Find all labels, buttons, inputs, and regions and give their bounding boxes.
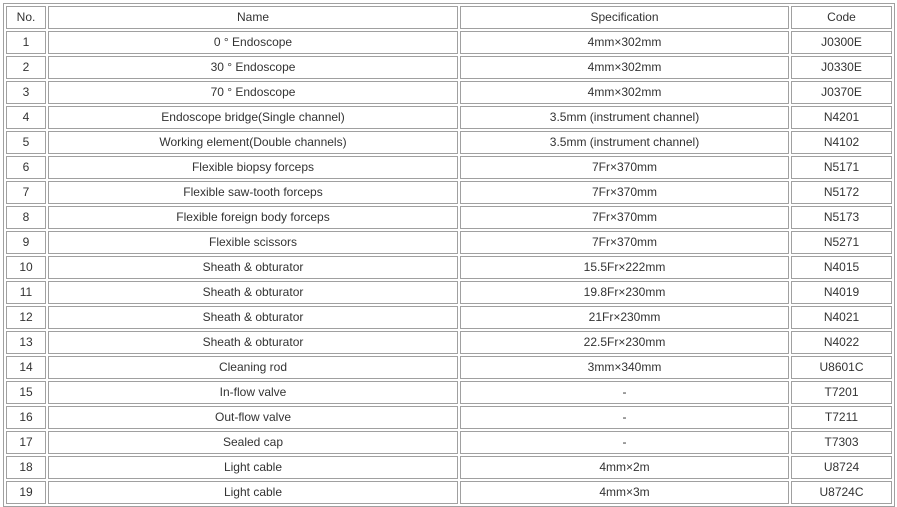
cell-no: 8: [6, 206, 46, 229]
cell-code: N4201: [791, 106, 892, 129]
table-row: [6, 106, 892, 129]
table-row: [6, 256, 892, 279]
cell-code: J0330E: [791, 56, 892, 79]
cell-code: U8724: [791, 456, 892, 479]
table-row: [6, 131, 892, 154]
cell-code: U8601C: [791, 356, 892, 379]
cell-name: Out-flow valve: [48, 406, 458, 429]
cell-specification: 15.5Fr×222mm: [460, 256, 789, 279]
cell-name: 70 ° Endoscope: [48, 81, 458, 104]
table-row: [6, 456, 892, 479]
cell-no: 7: [6, 181, 46, 204]
cell-name: 0 ° Endoscope: [48, 31, 458, 54]
cell-name: Working element(Double channels): [48, 131, 458, 154]
cell-specification: 7Fr×370mm: [460, 231, 789, 254]
cell-specification: 7Fr×370mm: [460, 181, 789, 204]
cell-no: 11: [6, 281, 46, 304]
cell-code: N5172: [791, 181, 892, 204]
cell-code: N5171: [791, 156, 892, 179]
cell-no: 15: [6, 381, 46, 404]
cell-no: 1: [6, 31, 46, 54]
table-row: [6, 156, 892, 179]
cell-no: 19: [6, 481, 46, 504]
cell-no: 16: [6, 406, 46, 429]
cell-name: Endoscope bridge(Single channel): [48, 106, 458, 129]
cell-no: 5: [6, 131, 46, 154]
cell-name: Flexible biopsy forceps: [48, 156, 458, 179]
spec-table: [3, 3, 895, 507]
cell-no: 3: [6, 81, 46, 104]
table-row: [6, 356, 892, 379]
cell-code: N5271: [791, 231, 892, 254]
cell-specification: -: [460, 381, 789, 404]
cell-specification: 22.5Fr×230mm: [460, 331, 789, 354]
cell-specification: 4mm×3m: [460, 481, 789, 504]
cell-code: N5173: [791, 206, 892, 229]
cell-specification: 19.8Fr×230mm: [460, 281, 789, 304]
cell-no: 12: [6, 306, 46, 329]
table-body: [6, 31, 892, 504]
cell-code: J0370E: [791, 81, 892, 104]
cell-specification: 21Fr×230mm: [460, 306, 789, 329]
cell-no: 6: [6, 156, 46, 179]
cell-specification: 4mm×302mm: [460, 31, 789, 54]
cell-specification: 4mm×302mm: [460, 81, 789, 104]
cell-name: Flexible saw-tooth forceps: [48, 181, 458, 204]
cell-no: 18: [6, 456, 46, 479]
cell-no: 13: [6, 331, 46, 354]
cell-no: 4: [6, 106, 46, 129]
table-row: [6, 81, 892, 104]
cell-name: Sealed cap: [48, 431, 458, 454]
cell-name: Flexible foreign body forceps: [48, 206, 458, 229]
cell-specification: 3.5mm (instrument channel): [460, 106, 789, 129]
table-row: [6, 381, 892, 404]
table-header: [6, 6, 892, 29]
cell-code: J0300E: [791, 31, 892, 54]
cell-specification: -: [460, 431, 789, 454]
cell-specification: 3mm×340mm: [460, 356, 789, 379]
cell-code: N4021: [791, 306, 892, 329]
cell-code: T7201: [791, 381, 892, 404]
table-row: [6, 331, 892, 354]
cell-specification: 7Fr×370mm: [460, 156, 789, 179]
cell-code: N4022: [791, 331, 892, 354]
cell-name: Light cable: [48, 481, 458, 504]
cell-name: Light cable: [48, 456, 458, 479]
cell-name: 30 ° Endoscope: [48, 56, 458, 79]
table-row: [6, 56, 892, 79]
cell-no: 2: [6, 56, 46, 79]
cell-name: Sheath & obturator: [48, 256, 458, 279]
table-row: [6, 406, 892, 429]
header-no: No.: [6, 6, 46, 29]
table-row: [6, 481, 892, 504]
cell-no: 14: [6, 356, 46, 379]
header-row: [6, 6, 892, 29]
table-row: [6, 281, 892, 304]
table-row: [6, 206, 892, 229]
cell-code: N4015: [791, 256, 892, 279]
cell-name: Sheath & obturator: [48, 306, 458, 329]
cell-specification: 3.5mm (instrument channel): [460, 131, 789, 154]
table-row: [6, 306, 892, 329]
cell-no: 9: [6, 231, 46, 254]
cell-specification: 4mm×2m: [460, 456, 789, 479]
cell-specification: 4mm×302mm: [460, 56, 789, 79]
header-name: Name: [48, 6, 458, 29]
cell-no: 17: [6, 431, 46, 454]
table-row: [6, 231, 892, 254]
cell-code: T7303: [791, 431, 892, 454]
spec-table-wrapper: [3, 3, 895, 507]
cell-name: In-flow valve: [48, 381, 458, 404]
table-row: [6, 31, 892, 54]
cell-code: N4102: [791, 131, 892, 154]
cell-name: Sheath & obturator: [48, 281, 458, 304]
cell-specification: -: [460, 406, 789, 429]
cell-name: Cleaning rod: [48, 356, 458, 379]
cell-code: N4019: [791, 281, 892, 304]
cell-name: Sheath & obturator: [48, 331, 458, 354]
cell-specification: 7Fr×370mm: [460, 206, 789, 229]
cell-no: 10: [6, 256, 46, 279]
table-row: [6, 431, 892, 454]
table-row: [6, 181, 892, 204]
cell-name: Flexible scissors: [48, 231, 458, 254]
cell-code: U8724C: [791, 481, 892, 504]
cell-code: T7211: [791, 406, 892, 429]
header-code: Code: [791, 6, 892, 29]
header-specification: Specification: [460, 6, 789, 29]
